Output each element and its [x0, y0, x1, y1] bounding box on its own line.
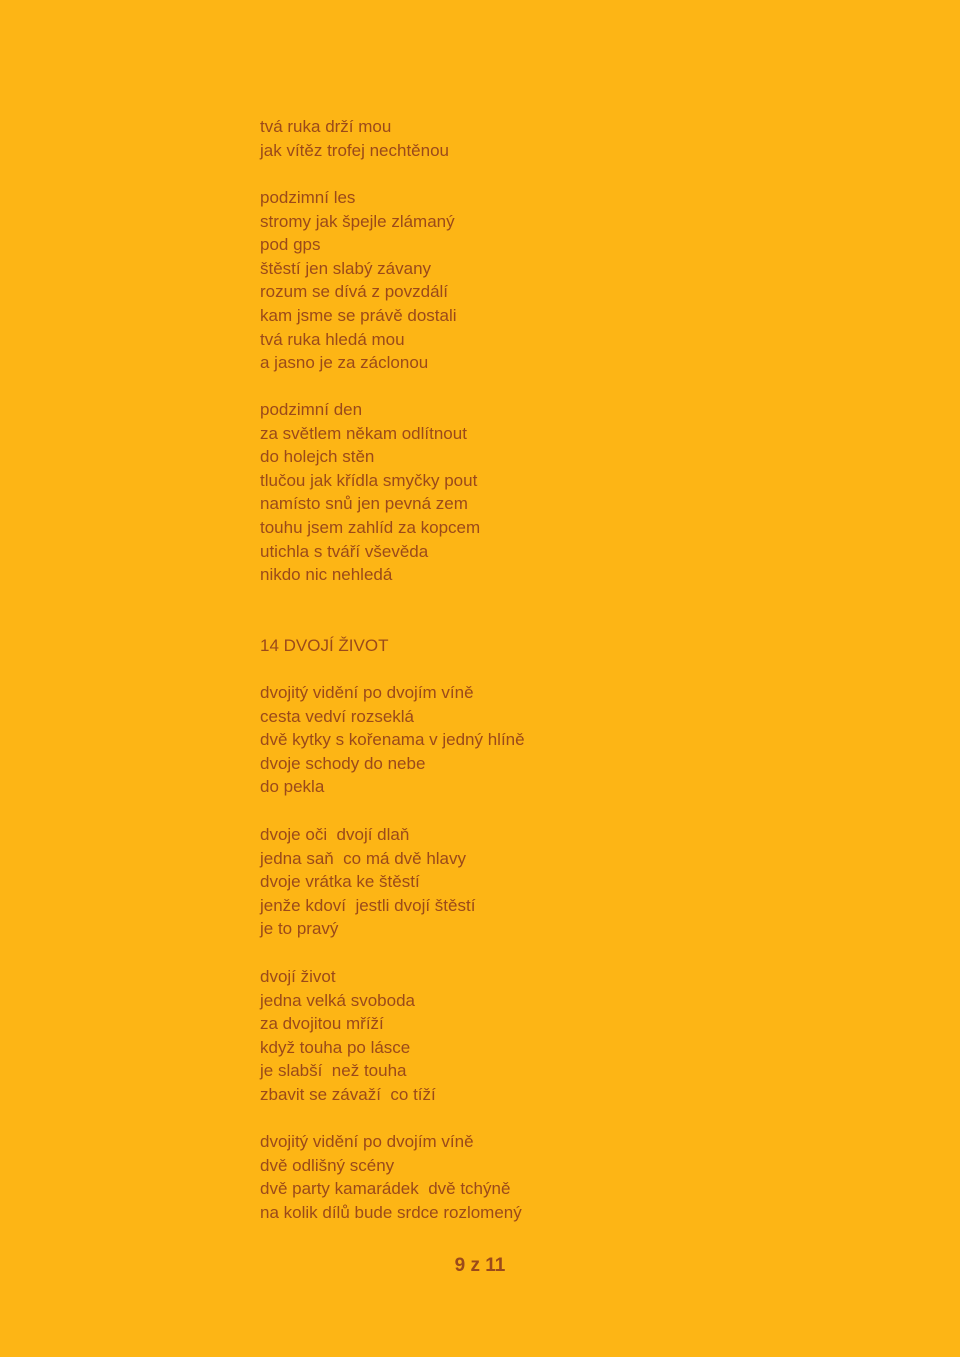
poem-line: namísto snů jen pevná zem	[260, 494, 468, 514]
poem-line: dvě party kamarádek dvě tchýně	[260, 1179, 511, 1199]
poem-line: jedna saň co má dvě hlavy	[260, 848, 467, 868]
poem-line: stromy jak špejle zlámaný	[260, 211, 455, 231]
stanza-6	[260, 965, 436, 1107]
poem-line: dvoje vrátka ke štěstí	[260, 872, 420, 892]
poem-title-block	[260, 634, 388, 658]
poem-line: do holejch stěn	[260, 447, 375, 467]
page-number: 9 z 11	[454, 1255, 506, 1276]
poem-line: je to pravý	[260, 919, 339, 939]
poem-line: dvojitý vidění po dvojím víně	[260, 1132, 474, 1151]
stanza-4	[260, 681, 525, 799]
stanza-5	[260, 823, 475, 941]
poem-line: na kolik dílů bude srdce rozlomený	[260, 1202, 522, 1222]
poem-line: kam jsme se právě dostali	[260, 305, 457, 325]
poem-line: tlučou jak křídla smyčky pout	[260, 470, 478, 490]
poem-line: zbavit se závaží co tíží	[260, 1084, 436, 1104]
poem-line: nikdo nic nehledá	[260, 565, 393, 585]
poem-title: 14 DVOJÍ ŽIVOT	[260, 636, 389, 655]
poem-line: když touha po lásce	[260, 1037, 411, 1057]
poem-line: za dvojitou mříží	[260, 1014, 384, 1034]
poem-line: dvě odlišný scény	[260, 1155, 395, 1175]
poem-line: jenže kdoví jestli dvojí štěstí	[260, 895, 476, 915]
poem-line: podzimní den	[260, 400, 363, 419]
poem-line: jak vítěz trofej nechtěnou	[260, 140, 450, 160]
poem-line: podzimní les	[260, 188, 356, 207]
poem-line: touhu jsem zahlíd za kopcem	[260, 517, 481, 537]
poem-line: pod gps	[260, 235, 321, 255]
poem-line: dvojí život	[260, 967, 336, 986]
poem-line: tvá ruka drží mou	[260, 117, 392, 136]
poem-line: tvá ruka hledá mou	[260, 329, 405, 349]
poem-line: je slabší než touha	[260, 1061, 407, 1081]
poem-line: za světlem někam odlítnout	[260, 423, 467, 443]
poem-line: a jasno je za záclonou	[260, 353, 429, 373]
poem-line: dvojitý vidění po dvojím víně	[260, 683, 474, 702]
stanza-2	[260, 186, 457, 375]
stanza-3	[260, 398, 480, 587]
poem-line: utichla s tváří vševěda	[260, 541, 429, 561]
poem-line: rozum se dívá z povzdálí	[260, 282, 449, 302]
poem-line: dvoje schody do nebe	[260, 753, 426, 773]
poem-line: cesta vedví rozseklá	[260, 706, 415, 726]
poem-line: štěstí jen slabý závany	[260, 258, 432, 278]
stanza-7	[260, 1130, 522, 1224]
poem-line: dvě kytky s kořenama v jedný hlíně	[260, 730, 525, 750]
stanza-1	[260, 115, 449, 162]
poem-line: do pekla	[260, 777, 325, 797]
poem-line: jedna velká svoboda	[260, 990, 416, 1010]
poem-line: dvoje oči dvojí dlaň	[260, 825, 410, 844]
